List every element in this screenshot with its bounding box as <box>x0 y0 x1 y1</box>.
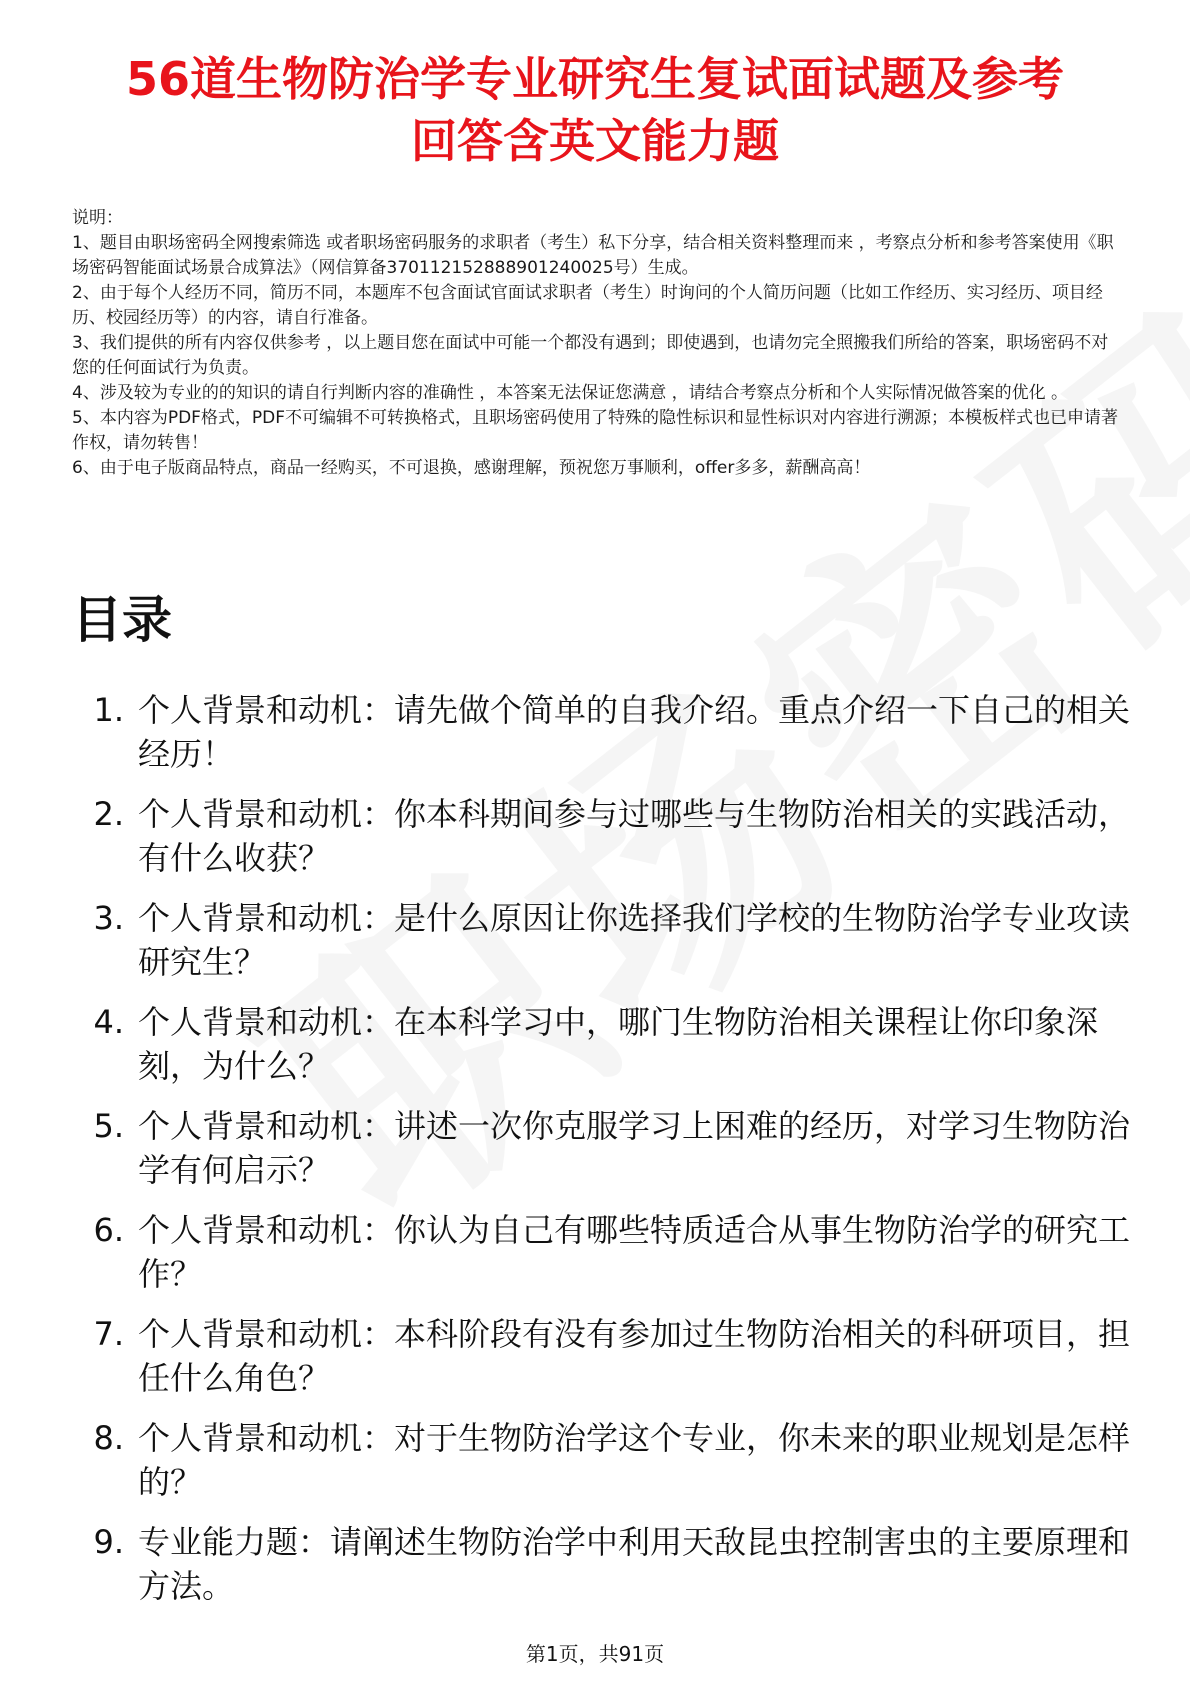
toc-item-text: 个人背景和动机：是什么原因让你选择我们学校的生物防治学专业攻读研究生？ <box>138 899 1131 981</box>
toc-item-number: 7. <box>93 1315 124 1353</box>
toc-item-number: 9. <box>93 1523 124 1561</box>
document-title <box>60 48 1130 172</box>
toc-item[interactable] <box>72 688 1132 776</box>
toc-item-number: 6. <box>93 1211 124 1249</box>
toc-item-text: 专业能力题：请阐述生物防治学中利用天敌昆虫控制害虫的主要原理和方法。 <box>138 1523 1131 1605</box>
note-item: 4、涉及较为专业的的知识的请自行判断内容的准确性 ，本答案无法保证您满意 ，请结合考察点分析和个人实际情况做答案的优化 。 <box>72 383 1069 403</box>
toc-item[interactable] <box>72 792 1132 880</box>
toc-item-text: 个人背景和动机：讲述一次你克服学习上困难的经历，对学习生物防治学有何启示？ <box>138 1107 1131 1189</box>
note-item: 5、本内容为PDF格式，PDF不可编辑不可转换格式，且职场密码使用了特殊的隐性标识和显性标识对内容进行溯源；本模板样式也已申请著作权，请勿转售！ <box>72 408 1119 453</box>
toc-item-number: 8. <box>93 1419 124 1457</box>
toc-item[interactable] <box>72 1520 1132 1608</box>
toc-item[interactable] <box>72 896 1132 984</box>
toc-heading: 目录 <box>72 591 172 649</box>
toc-item-text: 个人背景和动机：你认为自己有哪些特质适合从事生物防治学的研究工作？ <box>138 1211 1131 1293</box>
note-item: 3、我们提供的所有内容仅供参考 ，以上题目您在面试中可能一个都没有遇到；即使遇到，也请勿完全照搬我们所给的答案，职场密码不对您的任何面试行为负责。 <box>72 333 1109 378</box>
page-footer: 第1页，共91页 <box>525 1642 665 1666</box>
notes-section <box>72 206 1122 481</box>
toc-item-number: 5. <box>93 1107 124 1145</box>
table-of-contents <box>72 688 1132 1624</box>
toc-item-number: 2. <box>93 795 124 833</box>
toc-item-number: 4. <box>93 1003 124 1041</box>
toc-item-text: 个人背景和动机：请先做个简单的自我介绍。重点介绍一下自己的相关经历！ <box>138 691 1131 773</box>
notes-label: 说明： <box>72 208 123 228</box>
note-item: 6、由于电子版商品特点，商品一经购买，不可退换，感谢理解，预祝您万事顺利，offer多多，薪酬高高！ <box>72 458 871 478</box>
toc-item-text: 个人背景和动机：对于生物防治学这个专业，你未来的职业规划是怎样的？ <box>138 1419 1131 1501</box>
toc-item-text: 个人背景和动机：在本科学习中，哪门生物防治相关课程让你印象深刻，为什么？ <box>138 1003 1099 1085</box>
note-item: 1、题目由职场密码全网搜索筛选 或者职场密码服务的求职者（考生）私下分享，结合相关资料整理而来 ，考察点分析和参考答案使用《职场密码智能面试场景合成算法》（网信算备370112152888901240025号）生成。 <box>72 233 1114 278</box>
note-item: 2、由于每个人经历不同，简历不同，本题库不包含面试官面试求职者（考生）时询问的个人简历问题（比如工作经历、实习经历、项目经历、校园经历等）的内容，请自行准备。 <box>72 283 1103 328</box>
title-line-2: 回答含英文能力题 <box>411 114 779 168</box>
title-line-1: 56道生物防治学专业研究生复试面试题及参考 <box>125 52 1064 106</box>
toc-item[interactable] <box>72 1312 1132 1400</box>
toc-item[interactable] <box>72 1104 1132 1192</box>
toc-item-text: 个人背景和动机：你本科期间参与过哪些与生物防治相关的实践活动，有什么收获？ <box>138 795 1131 877</box>
toc-item-text: 个人背景和动机：本科阶段有没有参加过生物防治相关的科研项目，担任什么角色？ <box>138 1315 1131 1397</box>
toc-item-number: 1. <box>93 691 124 729</box>
toc-item[interactable] <box>72 1000 1132 1088</box>
toc-item-number: 3. <box>93 899 124 937</box>
toc-item[interactable] <box>72 1208 1132 1296</box>
toc-item[interactable] <box>72 1416 1132 1504</box>
